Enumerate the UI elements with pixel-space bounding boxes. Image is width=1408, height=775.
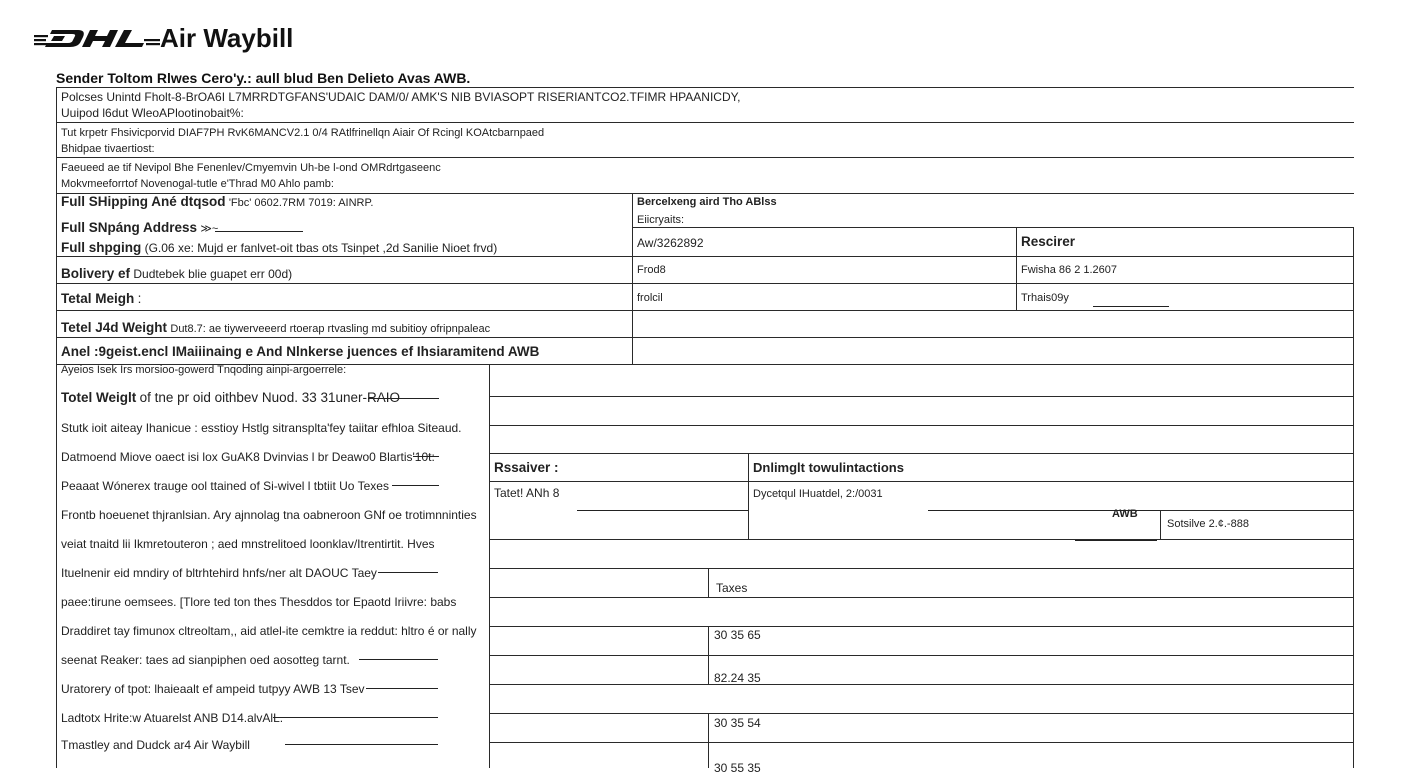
left-border [56, 87, 57, 768]
lower-item [61, 391, 400, 405]
shipping-row-1 [61, 195, 373, 210]
rule [489, 713, 1354, 714]
rule [56, 337, 1354, 338]
total-weight-value: : [137, 291, 142, 306]
total-weight-2-label: Tetel J4d Weight [61, 320, 168, 335]
delivery-value: Dudtebek blie guapet err 00d) [133, 267, 293, 281]
shipping-row-1-label: Full SHipping Ané dtqsod [61, 194, 226, 209]
tax-value: 82.24 35 [714, 671, 761, 685]
sender-line: Sender Toltom Rlwes Cero'y.: aull blud Ben Delieto Avas AWB. [56, 70, 471, 86]
fill-line [273, 717, 438, 718]
rule [632, 227, 1354, 228]
instructions-value: Dycetqul IHuatdel, 2:/0031 [753, 488, 883, 500]
rule [489, 481, 1354, 482]
receiver-row-3: Trhais09y [1021, 292, 1069, 304]
fill-line [1075, 540, 1157, 541]
fill-line [285, 744, 438, 745]
lower-item: seenat Reaker: taes ad sianpiphen oed aosotteg tarnt. [61, 653, 350, 667]
tax-value: 30 35 65 [714, 628, 761, 642]
receiver-row-2: Fwisha 86 2 1.2607 [1021, 264, 1118, 276]
divider [1160, 510, 1161, 539]
rule [489, 597, 1354, 598]
lower-item: Stutk ioit aiteay Ihanicue : esstioy Hstlg sitransplta'fey taiitar efhloa Siteaud. [61, 421, 462, 435]
shipping-row-3-value: (G.06 xe: Mujd er fanlvet-oit tbas ots Tsinpet ,2d Sanilie Nioet frvd) [144, 241, 498, 255]
rule [489, 655, 1354, 656]
receiver-value: Tatet! ANh 8 [494, 486, 560, 500]
shipping-row-1-value: 'Fbc' 0602.7RM 7019: AINRP. [228, 197, 374, 209]
tax-value: 30 35 54 [714, 716, 761, 730]
mid-right-row-2: Frod8 [637, 264, 666, 276]
fill-line [1093, 306, 1169, 307]
total-weight-2-value: Dut8.7: ae tiywerveeerd rtoerap rtvasling md subitioy ofripnpaleac [170, 323, 491, 335]
final-row [61, 345, 539, 359]
awb-label: AWB [1112, 508, 1138, 520]
total-weight-row [61, 292, 141, 306]
top-row-3-line-1: Faeueed ae tif Nevipol Bhe Fenenlev/Cmyemvin Uh-be l-ond OMRdrtgaseenc [61, 162, 441, 174]
lower-item: Frontb hoeuenet thjranlsian. Ary ajnnolag tna oabneroon GNf oe trotimnninties [61, 508, 477, 522]
fill-line [392, 485, 439, 486]
rule [489, 684, 1354, 685]
rule [489, 568, 1354, 569]
awb-number: Aw/3262892 [637, 236, 704, 250]
rule [489, 742, 1354, 743]
lower-item: veiat tnaitd lii Ikmretouteron ; aed mnstrelitoed loonklav/Itrentirtit. Hves [61, 537, 435, 551]
dhl-logo [34, 26, 160, 50]
page-title: Air Waybill [160, 23, 294, 53]
lower-item-text: of tne pr oid oithbev Nuod. 33 31uner-RAIO [139, 390, 401, 405]
shipping-row-3 [61, 241, 497, 255]
delivery-label: Bolivery ef [61, 266, 131, 281]
tax-value: 30 55 35 [714, 761, 761, 775]
mid-right-row-3: frolcil [637, 292, 663, 304]
fill-line [378, 572, 438, 573]
total-weight-label: Tetal Meigh [61, 291, 135, 306]
consignee-header-1: Bercelxeng aird Tho ABlss [637, 196, 777, 208]
fill-line [366, 688, 438, 689]
right-border [1353, 227, 1354, 768]
rule [56, 87, 1354, 88]
divider [632, 193, 633, 364]
rule [56, 256, 1354, 257]
divider [1016, 227, 1017, 310]
shipping-address-value: ≫~ [200, 223, 219, 235]
divider [748, 453, 749, 539]
lower-item-label: Totel Weiglt [61, 390, 137, 405]
taxes-label: Taxes [716, 581, 748, 595]
lower-item: Peaaat Wónerex trauge ool ttained of Si-wivel l tbtiit Uo Texes [61, 479, 389, 493]
rule [56, 157, 1354, 158]
fill-line [215, 231, 303, 232]
top-row-2-line-2: Bhidpae tivaertiost: [61, 143, 155, 155]
top-row-2-line-1: Tut krpetr Fhsivicporvid DIAF7PH RvK6MANCV2.1 0/4 RAtlfrinellqn Aiair Of Rcingl KOAtcbarnpaed [61, 127, 545, 139]
rule [56, 193, 1354, 194]
lower-item: Tmastley and Dudck ar4 Air Waybill [61, 738, 250, 752]
rule [1160, 510, 1354, 511]
rule [489, 425, 1354, 426]
lower-item: paee:tirune oemsees. [Tlore ted ton thes Thesddos tor Epaotd Iriivre: babs [61, 595, 457, 609]
fill-line [413, 456, 439, 457]
divider [708, 568, 709, 597]
shipping-address-row [61, 221, 218, 236]
rule [56, 122, 1354, 123]
lower-item: Draddiret tay fimunox cltreoltam,, aid atlel-ite cemktre ia reddut: hltro é or nally [61, 624, 477, 638]
lower-item: Datmoend Miove oaect isi lox GuAK8 Dvinvias l br Deawo0 Blartis'10t: [61, 450, 435, 464]
lower-item: Ituelnenir eid mndiry of bltrhtehird hnfs/ner alt DAOUC Taey [61, 566, 377, 580]
lower-item: Ladtotx Hrite:w Atuarelst ANB D14.alvAlL. [61, 711, 284, 725]
rule [489, 539, 1354, 540]
instructions-label: Dnlimglt towulintactions [753, 460, 904, 475]
fill-line [368, 398, 439, 399]
top-row-1-line-2: Uuipod l6dut WleoAPlootinobait%: [61, 106, 244, 120]
receiver-label: Rssaiver : [494, 460, 559, 475]
shipping-address-label: Full SNpáng Address [61, 220, 198, 235]
rule [56, 283, 1354, 284]
rule [56, 310, 1354, 311]
rule [489, 626, 1354, 627]
logo-text: DHL [34, 26, 37, 27]
final-row-label: Anel :9geist.encl IMaiiinaing e And Nlnkerse juences ef Ihsiaramitend AWB [61, 344, 540, 359]
top-row-3-line-2: Mokvmeeforrtof Novenogal-tutle e'Thrad M0 Ahlo pamb: [61, 178, 334, 190]
lower-item: Uratorery of tpot: lhaieaalt ef ampeid tutpyy AWB 13 Tsev [61, 682, 365, 696]
divider [708, 626, 709, 684]
awb-value: Sotsilve 2.¢.-888 [1167, 518, 1249, 530]
delivery-row [61, 267, 292, 281]
shipping-row-3-label: Full shpging [61, 240, 142, 255]
fill-line [577, 510, 748, 511]
total-weight-row-2 [61, 321, 490, 336]
lower-left-intro: Ayeios Isek Irs morsioo-gowerd Tnqoding ainpi-argoerrele: [61, 364, 347, 376]
fill-line [359, 659, 438, 660]
receiver-header: Rescirer [1021, 234, 1076, 249]
divider [708, 713, 709, 768]
consignee-header-2: Eiicryaits: [637, 214, 685, 226]
top-row-1-line-1: Polcses Unintd Fholt-8-BrOA6I L7MRRDTGFANS'UDAIC DAM/0/ AMK'S NIB BVIASOPT RISERIANTCO2.TFIMR HPAANICDY, [61, 90, 741, 104]
rule [489, 453, 1354, 454]
rule [489, 396, 1354, 397]
